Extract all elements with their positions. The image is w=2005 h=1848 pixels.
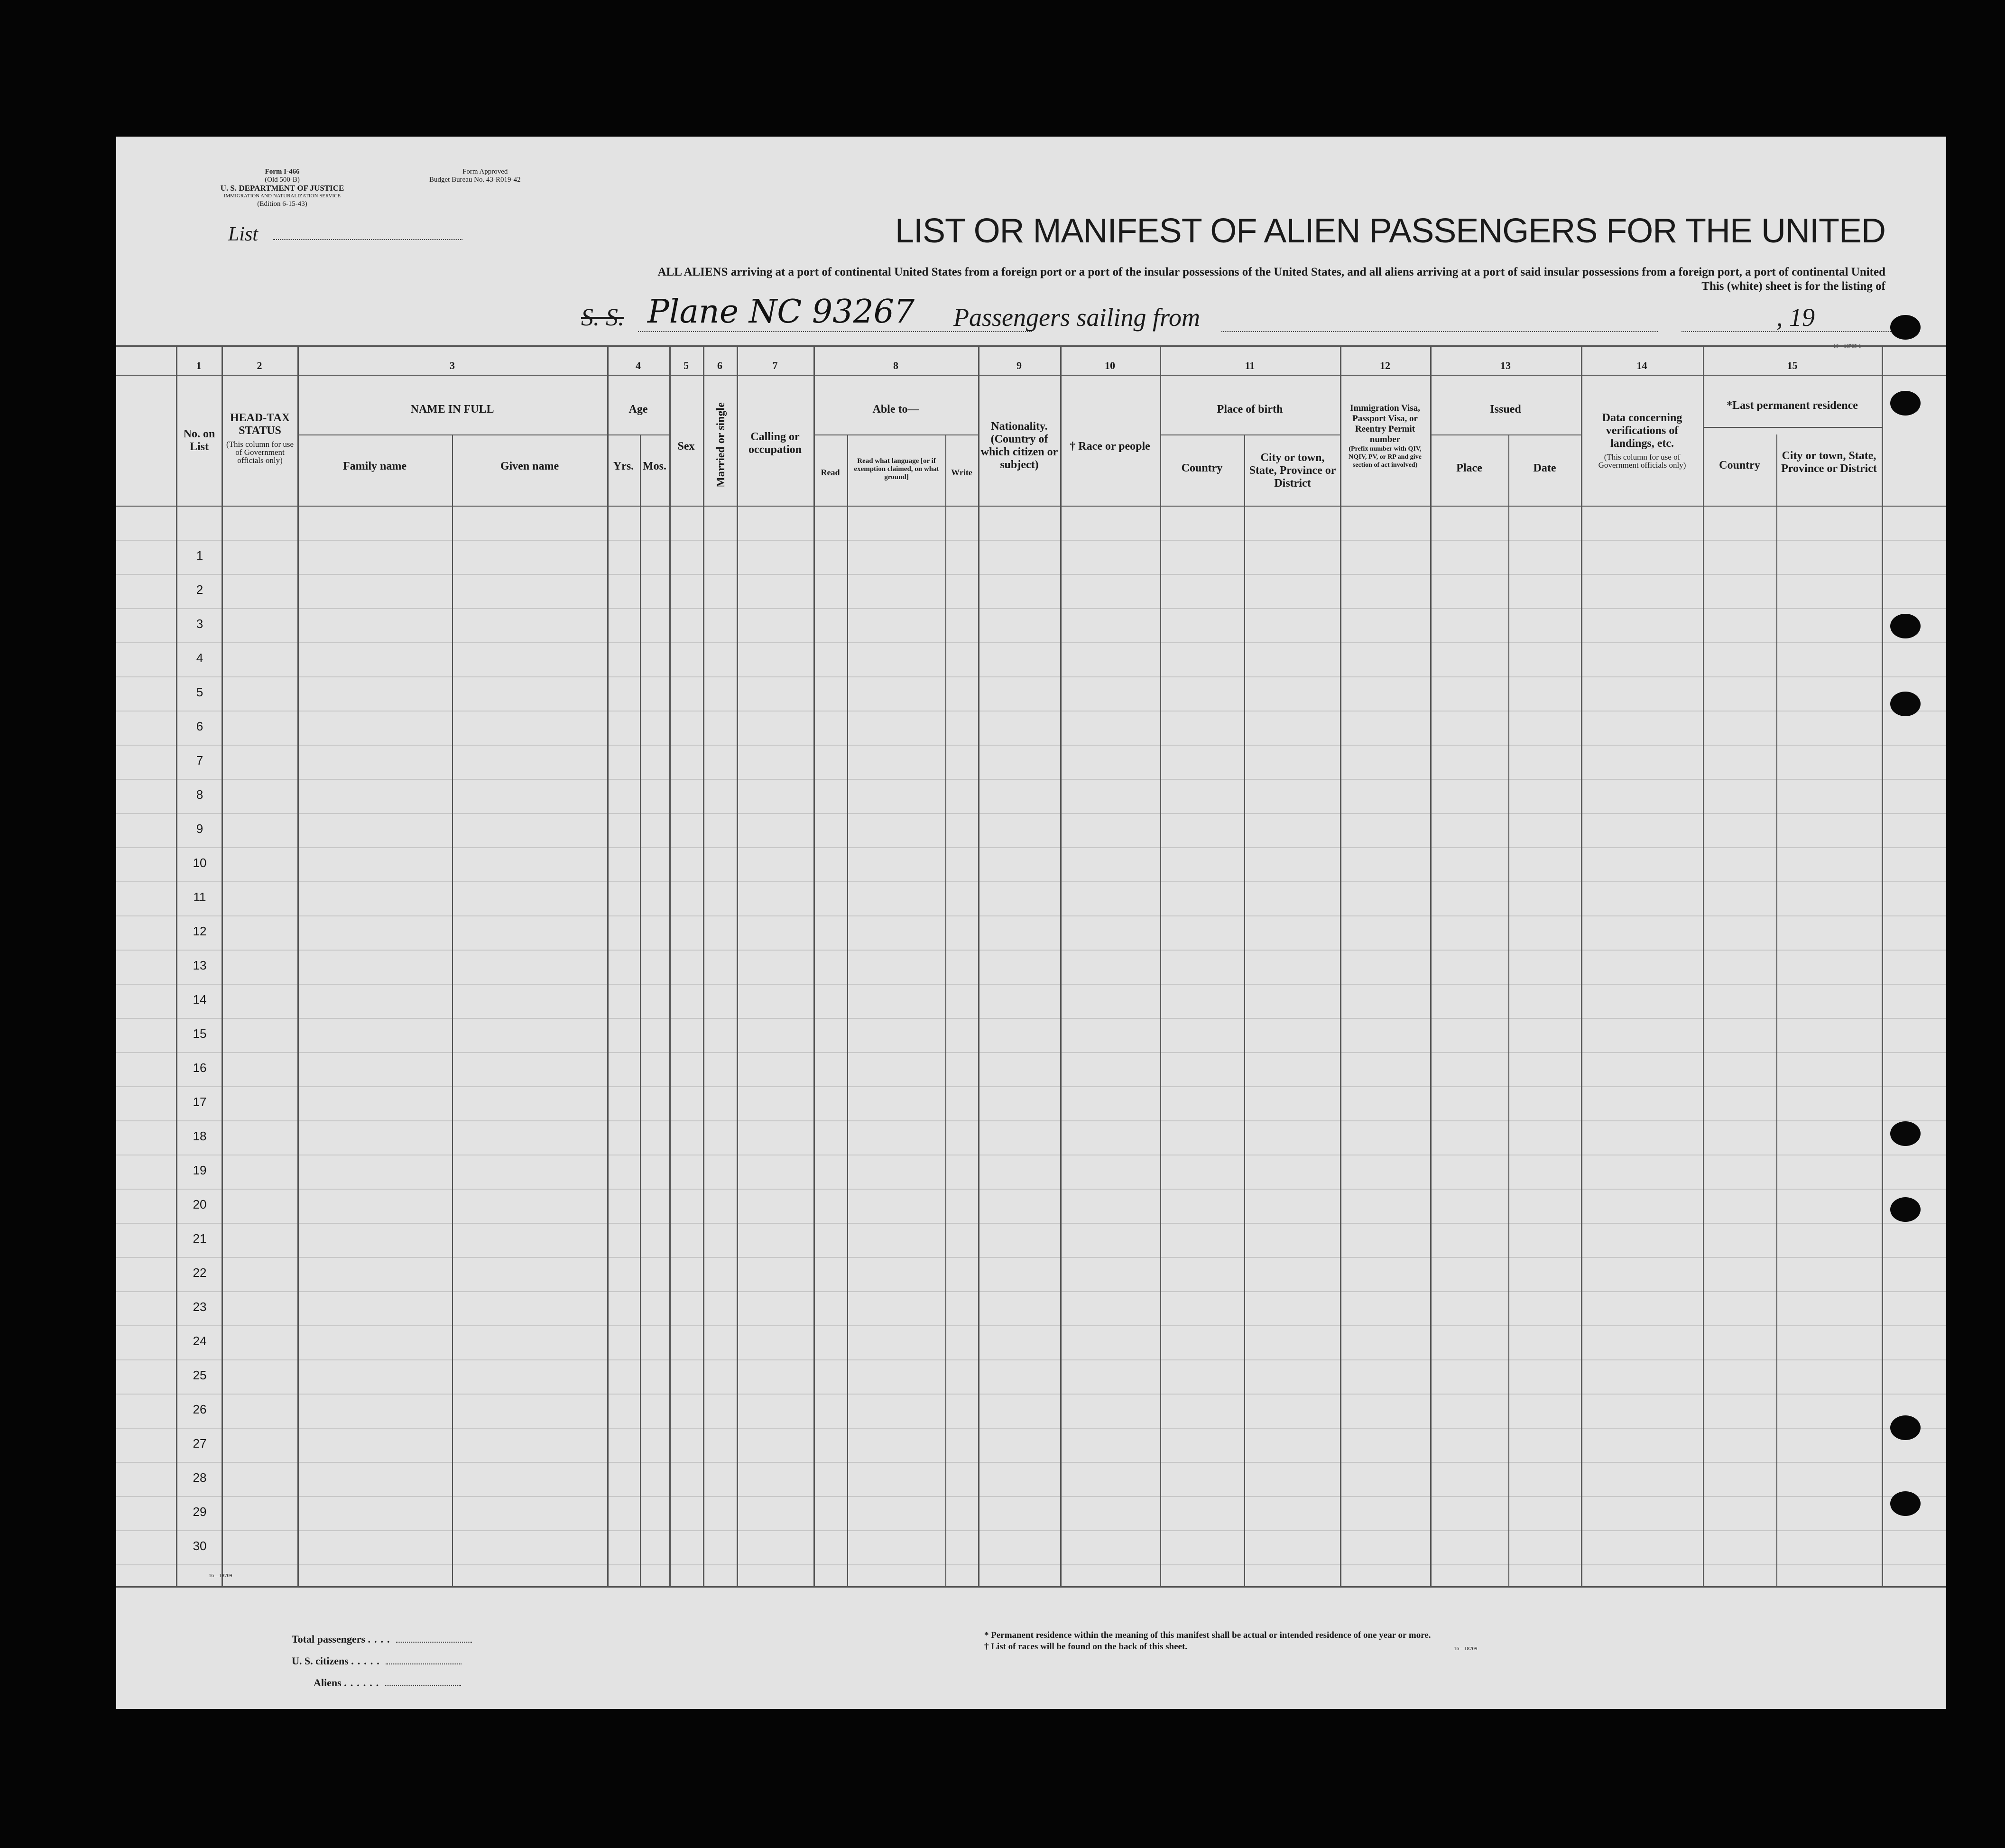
visa-title: Immigration Visa, Passport Visa, or Reentry Permit number xyxy=(1350,403,1420,444)
col-line xyxy=(1703,345,1704,1586)
col-line xyxy=(1060,345,1062,1586)
row-number: 16 xyxy=(193,1061,207,1075)
row-number: 11 xyxy=(193,890,206,904)
punch-hole xyxy=(1890,1121,1921,1146)
name-subrule xyxy=(297,434,607,435)
residence-subrule xyxy=(1703,427,1882,428)
edition: (Edition 6-15-43) xyxy=(257,200,307,208)
row-rule xyxy=(116,1291,1946,1292)
table-bottom-rule xyxy=(116,1586,1946,1588)
row-rule xyxy=(116,813,1946,814)
form-approved: Form Approved xyxy=(462,168,508,176)
col-line xyxy=(1340,345,1341,1586)
subtitle-2: This (white) sheet is for the listing of xyxy=(1701,280,1885,293)
col-line xyxy=(452,434,453,1586)
row-number: 15 xyxy=(193,1026,207,1041)
row-rule xyxy=(116,540,1946,541)
header-head-tax xyxy=(223,412,296,464)
punch-hole xyxy=(1890,1197,1921,1222)
header-no-on-list: No. on List xyxy=(183,428,215,453)
manifest-sheet xyxy=(116,137,1946,1709)
page-title: LIST OR MANIFEST OF ALIEN PASSENGERS FOR THE UNITED xyxy=(895,212,1885,250)
sailing-label: Passengers sailing from xyxy=(953,303,1201,332)
header-read: Read xyxy=(821,468,840,477)
row-rule xyxy=(116,745,1946,746)
service: IMMIGRATION AND NATURALIZATION SERVICE xyxy=(223,193,341,199)
row-number: 25 xyxy=(193,1368,207,1382)
table-top-rule xyxy=(116,345,1946,347)
row-number: 28 xyxy=(193,1470,207,1485)
row-rule xyxy=(116,1359,1946,1360)
col-line xyxy=(978,345,979,1586)
header-family-name: Family name xyxy=(343,460,407,472)
col-line xyxy=(222,345,223,1586)
row-rule xyxy=(116,574,1946,575)
visa-note: (Prefix number with QIV, NQIV, PV, or RP and give section of act involved) xyxy=(1349,445,1422,469)
data-concerning-note: (This column for use of Government officials only) xyxy=(1598,453,1686,470)
row-rule xyxy=(116,1257,1946,1258)
row-number: 27 xyxy=(193,1436,207,1451)
list-field[interactable] xyxy=(273,239,462,240)
colnum-10: 10 xyxy=(1105,360,1115,371)
colnum-14: 14 xyxy=(1636,360,1647,371)
colnum-8: 8 xyxy=(893,360,898,371)
row-rule xyxy=(116,1394,1946,1395)
colnum-7: 7 xyxy=(772,360,778,371)
row-rule xyxy=(116,881,1946,882)
colnum-rule xyxy=(116,375,1946,376)
sailing-from-field[interactable] xyxy=(1221,331,1658,332)
data-concerning-title: Data concerning verifications of landings, etc. xyxy=(1602,412,1682,450)
colnum-9: 9 xyxy=(1016,360,1022,371)
col-line xyxy=(1776,434,1777,1586)
colnum-3: 3 xyxy=(450,360,455,371)
punch-hole xyxy=(1890,391,1921,416)
header-data-concerning xyxy=(1586,412,1699,469)
colnum-15: 15 xyxy=(1787,360,1798,371)
punch-hole xyxy=(1890,1491,1921,1516)
row-rule xyxy=(116,1018,1946,1019)
row-rule xyxy=(116,779,1946,780)
form-header xyxy=(211,168,353,208)
header-write: Write xyxy=(951,468,972,477)
budget-number: Budget Bureau No. 43-R019-42 xyxy=(429,176,521,184)
row-number: 26 xyxy=(193,1402,207,1416)
row-number: 8 xyxy=(196,787,203,802)
department: U. S. DEPARTMENT OF JUSTICE xyxy=(220,184,344,193)
row-number: 30 xyxy=(193,1539,207,1553)
header-residence-city: City or town, State, Province or District xyxy=(1781,450,1877,475)
col-line xyxy=(737,345,738,1586)
colnum-1: 1 xyxy=(196,360,202,371)
header-mos: Mos. xyxy=(643,460,666,472)
header-residence-country: Country xyxy=(1719,459,1760,471)
col-line xyxy=(1882,345,1883,1586)
col-line xyxy=(607,345,609,1586)
header-birth-city: City or town, State, Province or District xyxy=(1249,452,1336,490)
colnum-4: 4 xyxy=(636,360,641,371)
vessel-prefix: S. S. xyxy=(581,304,624,331)
colnum-2: 2 xyxy=(257,360,262,371)
header-sex: Sex xyxy=(677,440,695,453)
col-line xyxy=(703,345,704,1586)
row-rule xyxy=(116,1496,1946,1497)
issued-subrule xyxy=(1430,434,1581,435)
header-issued: Issued xyxy=(1490,403,1521,416)
birth-subrule xyxy=(1160,434,1340,435)
header-yrs: Yrs. xyxy=(613,460,634,472)
footer-notes xyxy=(984,1630,1648,1653)
row-number: 9 xyxy=(196,822,203,836)
row-rule xyxy=(116,1428,1946,1429)
header-issued-date: Date xyxy=(1533,462,1556,474)
row-number: 12 xyxy=(193,924,207,938)
col-line xyxy=(1430,345,1432,1586)
header-nationality: Nationality. (Country of which citizen or subject) xyxy=(980,420,1058,471)
row-rule xyxy=(116,1086,1946,1087)
us-citizens-row: U. S. citizens ..... xyxy=(292,1655,472,1677)
row-rule xyxy=(116,950,1946,951)
footnote-residence: * Permanent residence within the meaning of this manifest shall be actual or intended residence of one year or more. xyxy=(984,1630,1431,1640)
total-passengers-label: Total passengers xyxy=(292,1633,366,1645)
row-number: 23 xyxy=(193,1300,207,1314)
row-number: 10 xyxy=(193,856,207,870)
header-last-residence: *Last permanent residence xyxy=(1727,399,1858,412)
footer-totals xyxy=(292,1633,472,1699)
row-number: 20 xyxy=(193,1197,207,1211)
header-issued-place: Place xyxy=(1456,462,1482,474)
able-subrule xyxy=(813,434,978,435)
header-place-of-birth: Place of birth xyxy=(1217,403,1283,416)
col-line xyxy=(813,345,815,1586)
form-number: Form I-466 xyxy=(265,168,300,176)
col-line xyxy=(297,345,299,1586)
col-line xyxy=(847,434,848,1586)
row-number: 5 xyxy=(196,685,203,699)
aliens-row: Aliens ...... xyxy=(292,1677,472,1699)
list-label: List xyxy=(228,223,259,245)
footnote-races: † List of races will be found on the back of this sheet. xyxy=(984,1642,1188,1652)
row-rule xyxy=(116,847,1946,848)
row-rule xyxy=(116,676,1946,677)
header-given-name: Given name xyxy=(500,460,559,472)
punch-hole xyxy=(1890,315,1921,340)
row-number: 29 xyxy=(193,1505,207,1519)
row-rule xyxy=(116,1189,1946,1190)
row-rule xyxy=(116,915,1946,916)
colnum-6: 6 xyxy=(717,360,722,371)
row-number: 13 xyxy=(193,958,207,972)
header-calling: Calling or occupation xyxy=(748,431,802,456)
us-citizens-label: U. S. citizens xyxy=(292,1655,349,1667)
header-read-language: Read what language [or if exemption claimed, on what ground] xyxy=(854,457,939,481)
row-number: 22 xyxy=(193,1266,207,1280)
head-tax-note: (This column for use of Government officials only) xyxy=(226,440,294,465)
header-age: Age xyxy=(628,403,648,416)
row-rule xyxy=(116,1462,1946,1463)
age-subrule xyxy=(607,434,669,435)
subtitle: ALL ALIENS arriving at a port of continental United States from a foreign port or a port of the insular possessions of the United States, and all aliens arriving at a port of said insular possessions from a foreign port, a port of continental United xyxy=(657,266,1885,278)
row-number: 7 xyxy=(196,753,203,767)
row-number: 14 xyxy=(193,992,207,1007)
old-form: (Old 500-B) xyxy=(265,176,300,184)
total-passengers-row: Total passengers .... xyxy=(292,1633,472,1655)
header-race: † Race or people xyxy=(1070,440,1150,453)
row-rule xyxy=(116,1325,1946,1326)
code-bottom: 16—18709 xyxy=(209,1573,232,1579)
vessel-handwritten: Plane NC 93267 xyxy=(647,293,915,331)
row-number: 1 xyxy=(196,548,203,563)
row-rule xyxy=(116,1530,1946,1531)
col-line xyxy=(669,345,671,1586)
row-number: 3 xyxy=(196,617,203,631)
row-number: 19 xyxy=(193,1163,207,1177)
col-line xyxy=(1581,345,1582,1586)
row-number: 17 xyxy=(193,1095,207,1109)
row-number: 2 xyxy=(196,582,203,597)
aliens-label: Aliens xyxy=(314,1677,342,1689)
row-number: 6 xyxy=(196,719,203,733)
aliens-field[interactable] xyxy=(385,1685,461,1686)
row-rule xyxy=(116,642,1946,643)
row-number: 4 xyxy=(196,651,203,665)
header-immigration-visa xyxy=(1342,403,1428,469)
row-rule xyxy=(116,984,1946,985)
head-tax-title: HEAD-TAX STATUS xyxy=(230,412,290,437)
footer-code: 16—18709 xyxy=(1454,1646,1478,1652)
year-label: , 19 xyxy=(1776,303,1815,332)
row-number: 24 xyxy=(193,1334,207,1348)
colnum-12: 12 xyxy=(1380,360,1390,371)
col-line xyxy=(176,345,177,1586)
col-line xyxy=(1160,345,1161,1586)
header-able-to: Able to— xyxy=(872,403,919,416)
col-line xyxy=(640,434,641,1586)
row-rule xyxy=(116,1223,1946,1224)
us-citizens-field[interactable] xyxy=(386,1663,462,1664)
punch-hole xyxy=(1890,692,1921,716)
row-rule xyxy=(116,1564,1946,1565)
header-married: Married or single xyxy=(715,402,727,488)
header-name-in-full: NAME IN FULL xyxy=(410,403,494,416)
row-rule xyxy=(116,608,1946,609)
row-rule xyxy=(116,1120,1946,1121)
colnum-11: 11 xyxy=(1245,360,1255,371)
colnum-13: 13 xyxy=(1500,360,1511,371)
total-passengers-field[interactable] xyxy=(396,1642,472,1643)
punch-hole xyxy=(1890,614,1921,638)
col-line xyxy=(945,434,946,1586)
row-number: 18 xyxy=(193,1129,207,1143)
approval-block xyxy=(429,168,572,184)
punch-hole xyxy=(1890,1415,1921,1440)
header-bottom-rule xyxy=(116,506,1946,507)
row-rule xyxy=(116,1052,1946,1053)
colnum-5: 5 xyxy=(684,360,689,371)
col-line xyxy=(1244,434,1245,1586)
header-birth-country: Country xyxy=(1181,462,1223,474)
col-line xyxy=(1508,434,1509,1586)
row-number: 21 xyxy=(193,1231,207,1246)
